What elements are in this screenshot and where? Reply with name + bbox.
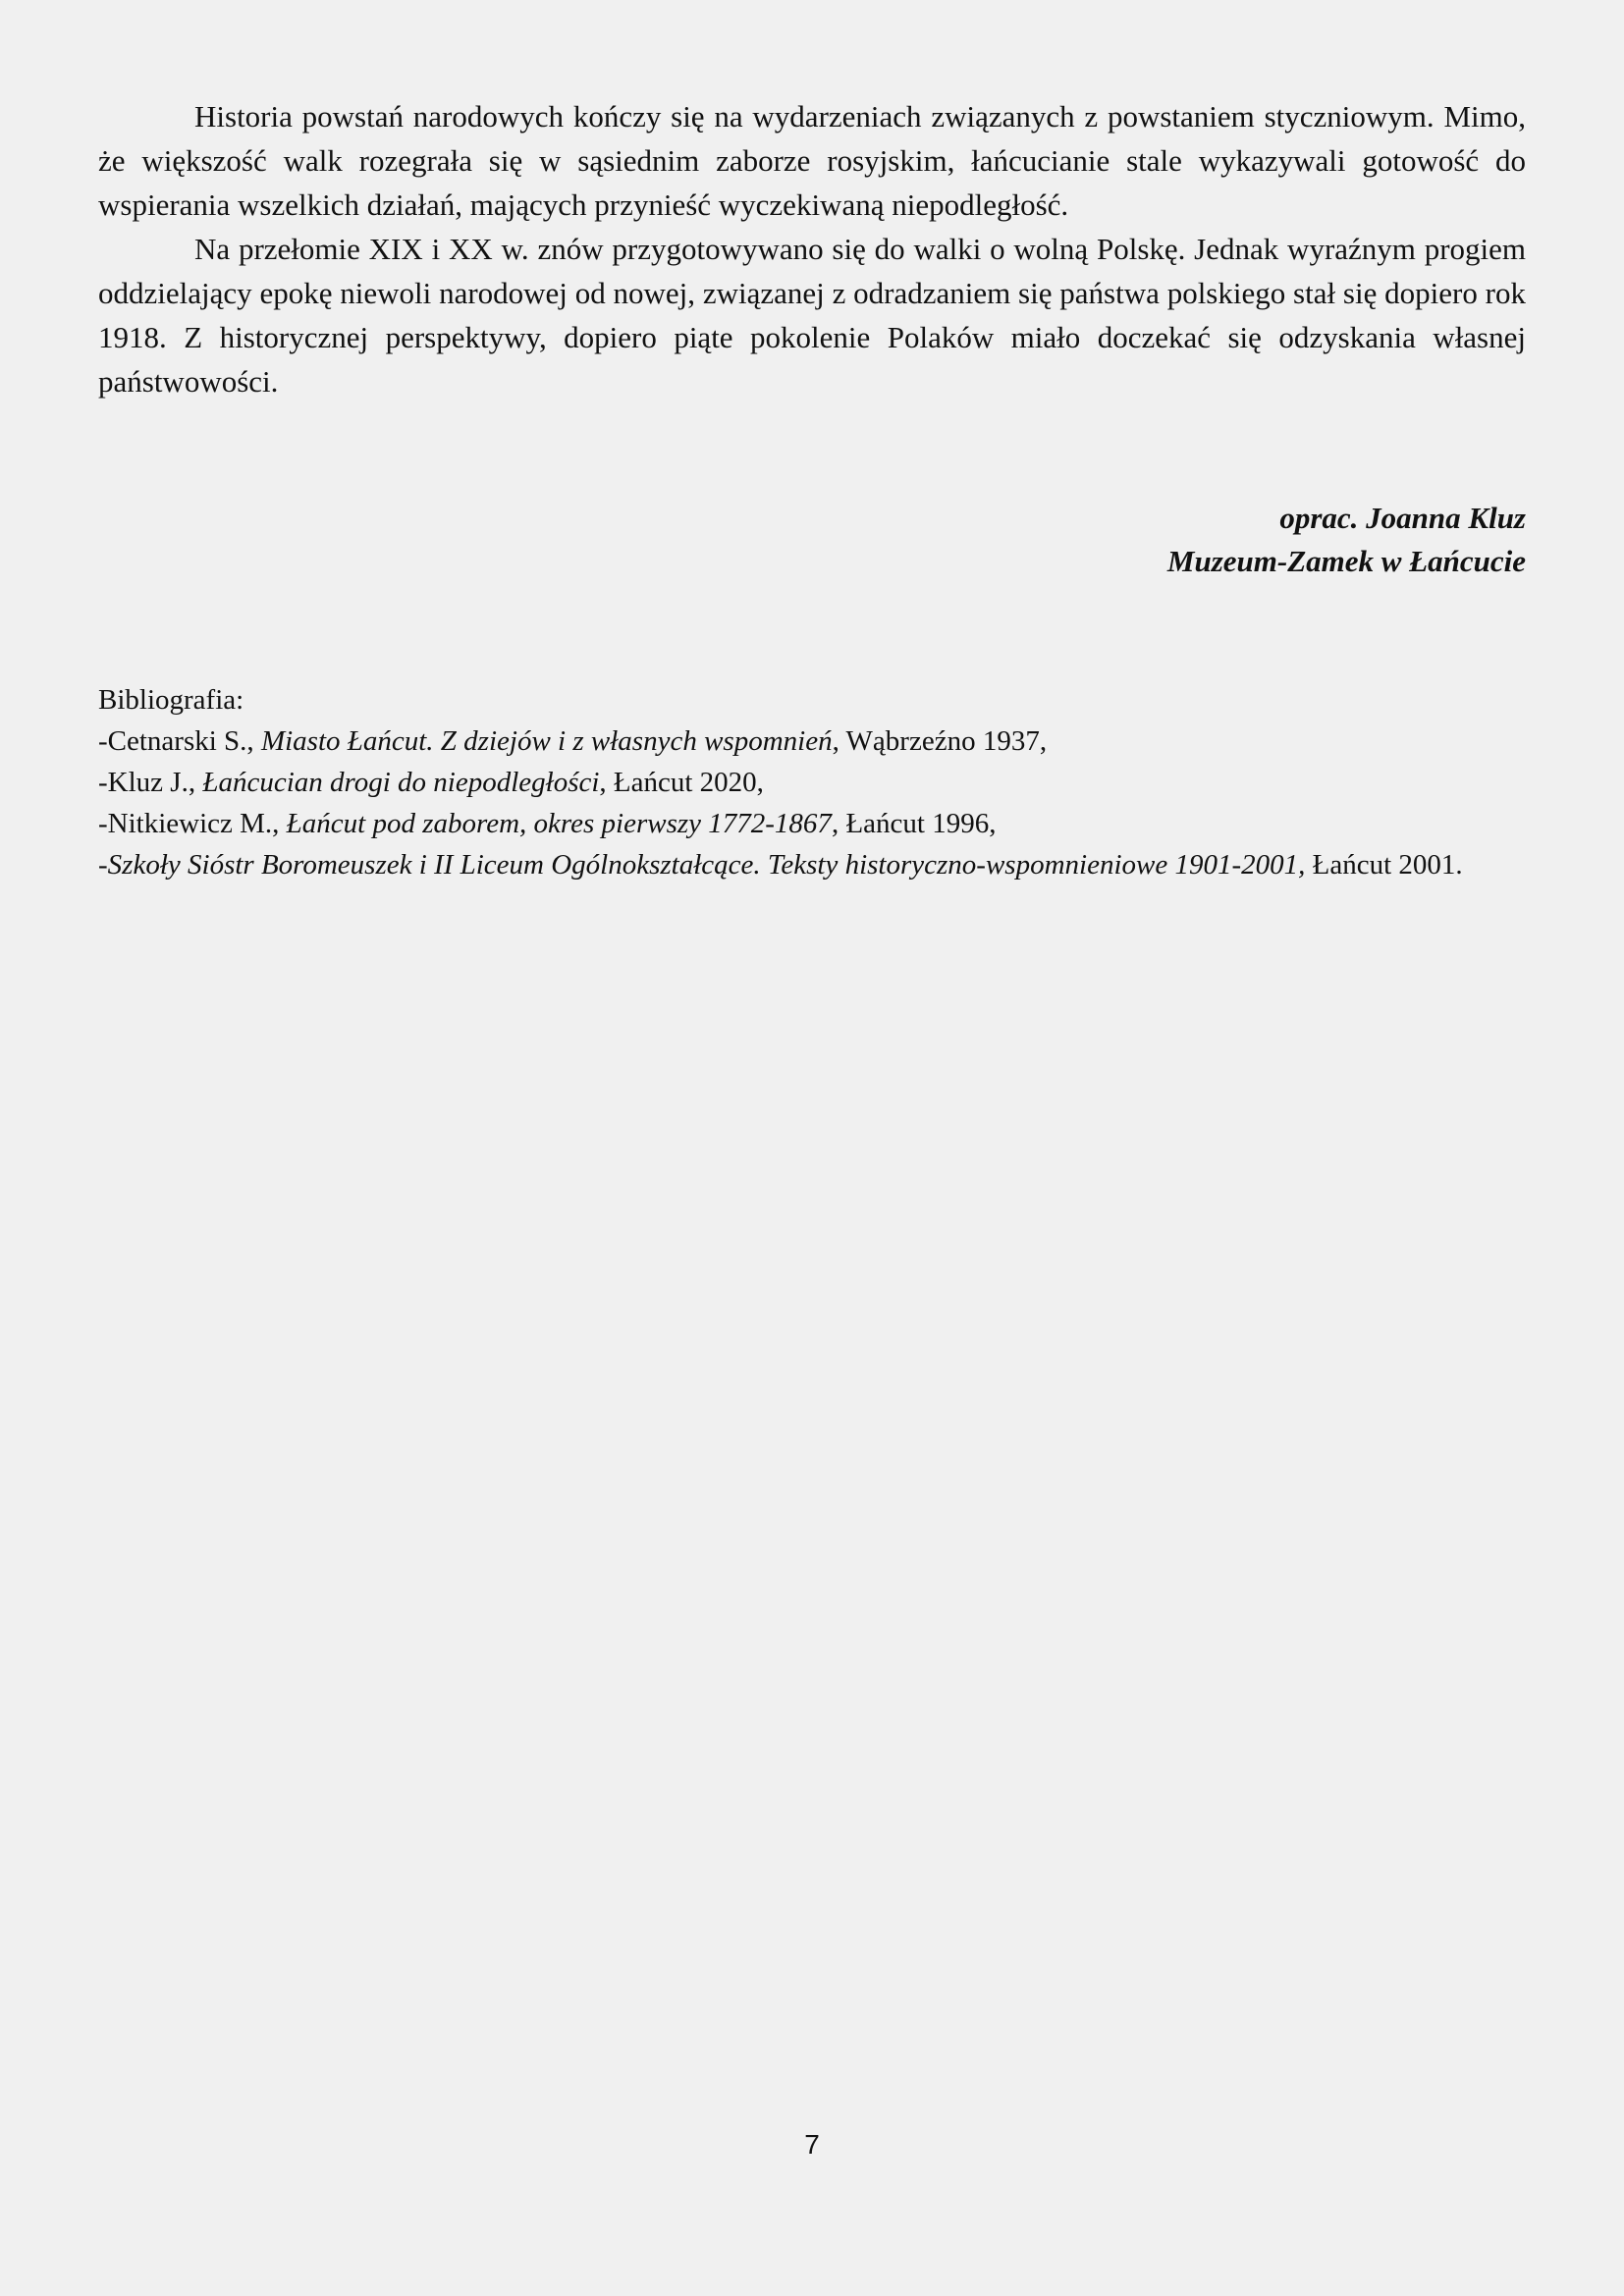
bibliography-item-publication: , Łańcut 1996, — [831, 808, 997, 839]
bibliography-item — [98, 721, 1526, 762]
bibliography — [98, 679, 1526, 885]
bibliography-item-author: -Kluz J., — [98, 767, 203, 798]
bibliography-item — [98, 844, 1526, 885]
bibliography-heading: Bibliografia: — [98, 684, 244, 716]
bibliography-item — [98, 762, 1526, 803]
bibliography-item-author: - — [98, 849, 108, 881]
body-paragraph-2: Na przełomie XIX i XX w. znów przygotowywano się do walki o wolną Polskę. Jednak wyraźnym progiem oddzielający epokę niewoli narodowej od nowej, związanej z odradzaniem się państwa polskiego stał się dopiero rok 1918. Z historycznej perspektywy, dopiero piąte pokolenie Polaków miało doczekać się odzyskania własnej państwowości. — [98, 232, 1526, 399]
bibliography-item-title: Łańcucian drogi do niepodległości — [202, 767, 600, 798]
page-number: 7 — [804, 2129, 820, 2160]
bibliography-item-publication: , Łańcut 2020, — [599, 767, 764, 798]
bibliography-item-author: -Cetnarski S., — [98, 725, 261, 757]
bibliography-item — [98, 803, 1526, 844]
bibliography-item-author: -Nitkiewicz M., — [98, 808, 287, 839]
bibliography-item-title: Łańcut pod zaborem, okres pierwszy 1772-1867 — [286, 808, 832, 839]
signature-block — [98, 497, 1526, 583]
body-paragraph-1: Historia powstań narodowych kończy się na wydarzeniach związanych z powstaniem styczniowym. Mimo, że większość walk rozegrała się w sąsiednim zaborze rosyjskim, łańcucianie stale wykazywali gotowość do wspierania wszelkich działań, mających przynieść wyczekiwaną niepodległość. — [98, 99, 1526, 222]
author-name: oprac. Joanna Kluz — [1279, 501, 1526, 535]
bibliography-item-title: Szkoły Sióstr Boromeuszek i II Liceum Ogólnokształcące. Teksty historyczno-wspomnieniowe 1901-2001, — [107, 849, 1306, 881]
author-institution: Muzeum-Zamek w Łańcucie — [1166, 544, 1526, 578]
document-page — [98, 94, 1526, 885]
bibliography-item-title: Miasto Łańcut. Z dziejów i z własnych wspomnień — [260, 725, 833, 757]
bibliography-item-publication: , Wąbrzeźno 1937, — [832, 725, 1048, 757]
bibliography-item-publication: Łańcut 2001. — [1305, 849, 1463, 881]
